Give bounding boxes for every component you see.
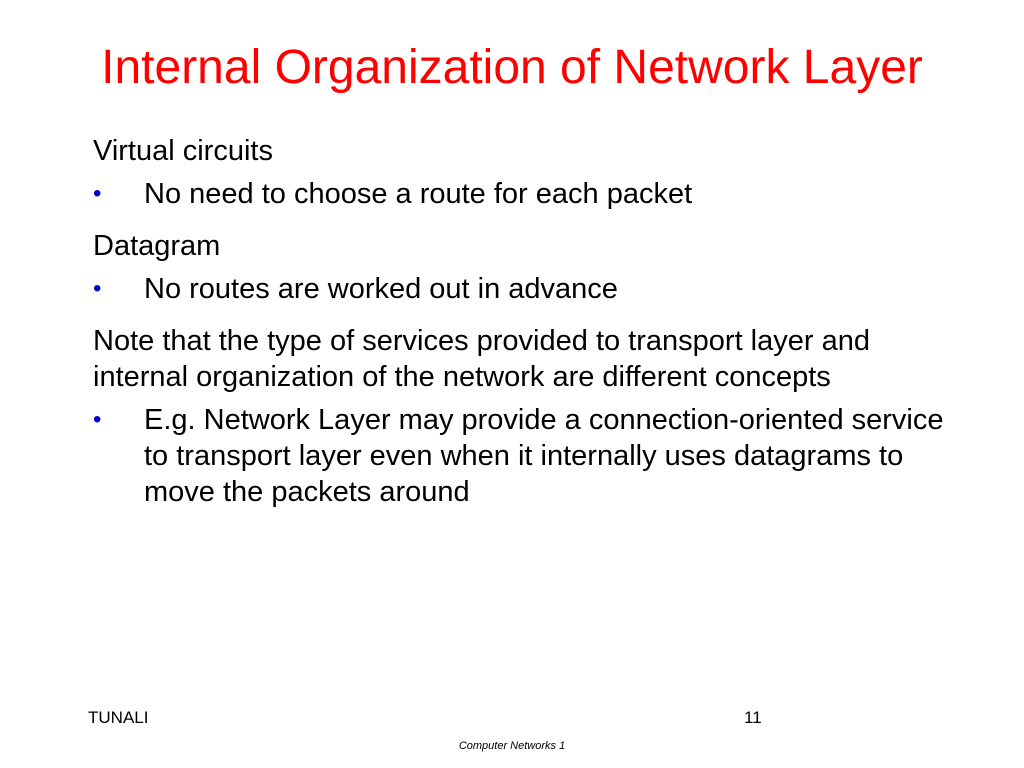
- bullet-text: No routes are worked out in advance: [144, 273, 618, 305]
- footer-author: TUNALI: [88, 708, 149, 727]
- slide-title: Internal Organization of Network Layer: [101, 41, 923, 94]
- bullet-icon: •: [93, 406, 102, 433]
- section-heading: Virtual circuits: [93, 135, 273, 167]
- bullet-text: E.g. Network Layer may provide a connection-oriented service to transport layer even when it internally uses datagrams to move the packets around: [144, 404, 944, 508]
- bullet-text: No need to choose a route for each packet: [144, 178, 693, 210]
- section-datagram: [93, 228, 963, 307]
- footer-course: Computer Networks 1: [458, 740, 566, 752]
- section-heading: Datagram: [93, 230, 221, 262]
- section-heading: Note that the type of services provided to transport layer and internal organization of the network are different concepts: [93, 325, 870, 393]
- footer-page-number: 11: [744, 708, 762, 727]
- bullet-item: [93, 176, 963, 212]
- bullet-item: [93, 402, 963, 510]
- section-virtual-circuits: [93, 133, 963, 212]
- section-note: [93, 323, 963, 510]
- bullet-item: [93, 271, 963, 307]
- bullet-icon: •: [93, 180, 102, 207]
- bullet-icon: •: [93, 275, 102, 302]
- slide-body: [93, 133, 963, 526]
